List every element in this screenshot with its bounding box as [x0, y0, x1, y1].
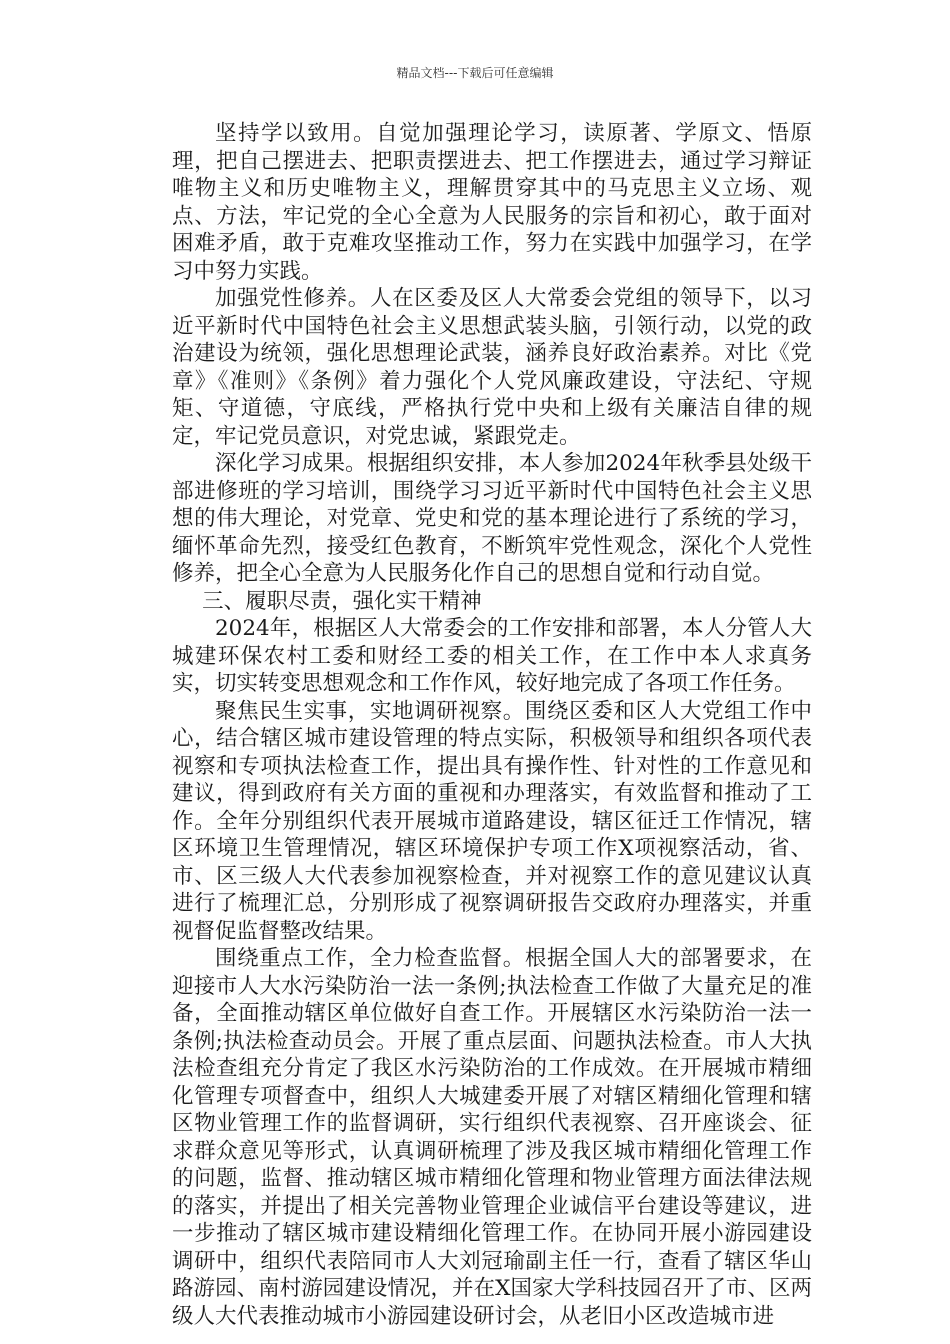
paragraph-key-work-supervision: 围绕重点工作，全力检查监督。根据全国人大的部署要求，在迎接市人大水污染防治一法一条例;执法检查工作做了大量充足的准备，全面推动辖区单位做好自查工作。开展辖区水污染防治一法一条例;执法检查动员会。开展了重点层面、问题执法检查。市人大执法检查组充分肯定了我区水污染防治的工作成效。在开展城市精细化管理专项督查中，组织人大城建委开展了对辖区精细化管理和辖区物业管理工作的监督调研，实行组织代表视察、召开座谈会、征求群众意见等形式，认真调研梳理了涉及我区城市精细化管理工作的问题，监督、推动辖区城市精细化管理和物业管理方面法律法规的落实，并提出了相关完善物业管理企业诚信平台建设等建议，进一步推动了辖区城市建设精细化管理工作。在协同开展小游园建设调研中，组织代表陪同市人大刘冠瑜副主任一行，查看了辖区华山路游园、南村游园建设情况，并在X国家大学科技园召开了市、区两级人大代表推动城市小游园建设研讨会，从老旧小区改造城市进 — [172, 946, 812, 1329]
document-body — [172, 120, 812, 1330]
paragraph-study-application: 坚持学以致用。自觉加强理论学习，读原著、学原文、悟原理，把自己摆进去、把职责摆进去、把工作摆进去，通过学习辩证唯物主义和历史唯物主义，理解贯穿其中的马克思主义立场、观点、方法，牢记党的全心全意为人民服务的宗旨和初心，敢于面对困难矛盾，敢于克难攻坚推动工作，努力在实践中加强学习，在学习中努力实践。 — [172, 121, 812, 284]
section-heading: 三、履职尽责，强化实干精神 — [202, 588, 482, 614]
paragraph-party-cultivation: 加强党性修养。人在区委及区人大常委会党组的领导下，以习近平新时代中国特色社会主义思想武装头脑，引领行动，以党的政治建设为统领，强化思想理论武装，涵养良好政治素养。对比《党章》《准则》《条例》着力强化个人党风廉政建设，守法纪、守规矩、守道德，守底线，严格执行党中央和上级有关廉洁自律的规定，牢记党员意识，对党忠诚，紧跟党走。 — [172, 286, 812, 449]
paragraph-livelihood-inspection: 聚焦民生实事，实地调研视察。围绕区委和区人大党组工作中心，结合辖区城市建设管理的特点实际，积极领导和组织各项代表视察和专项执法检查工作，提出具有操作性、针对性的工作意见和建议，得到政府有关方面的重视和办理落实，有效监督和推动了工作。全年分别组织代表开展城市道路建设，辖区征迁工作情况，辖区环境卫生管理情况，辖区环境保护专项工作X项视察活动，省、市、区三级人大代表参加视察检查，并对视察工作的意见建议认真进行了梳理汇总，分别形成了视察调研报告交政府办理落实，并重视督促监督整改结果。 — [172, 698, 812, 944]
paragraph-study-results: 深化学习成果。根据组织安排，本人参加2024年秋季县处级干部进修班的学习培训，围绕学习习近平新时代中国特色社会主义思想的伟大理论，对党章、党史和党的基本理论进行了系统的学习，缅怀革命先烈，接受红色教育，不断筑牢党性观念，深化个人党性修养，把全心全意为人民服务化作自己的思想自觉和行动自觉。 — [172, 451, 812, 586]
page-header: 精品文档---下载后可任意编辑 — [396, 66, 554, 80]
paragraph-work-summary: 2024年，根据区人大常委会的工作安排和部署，本人分管人大城建环保农村工委和财经工委的相关工作，在工作中本人求真务实，切实转变思想观念和工作作风，较好地完成了各项工作任务。 — [172, 616, 812, 696]
